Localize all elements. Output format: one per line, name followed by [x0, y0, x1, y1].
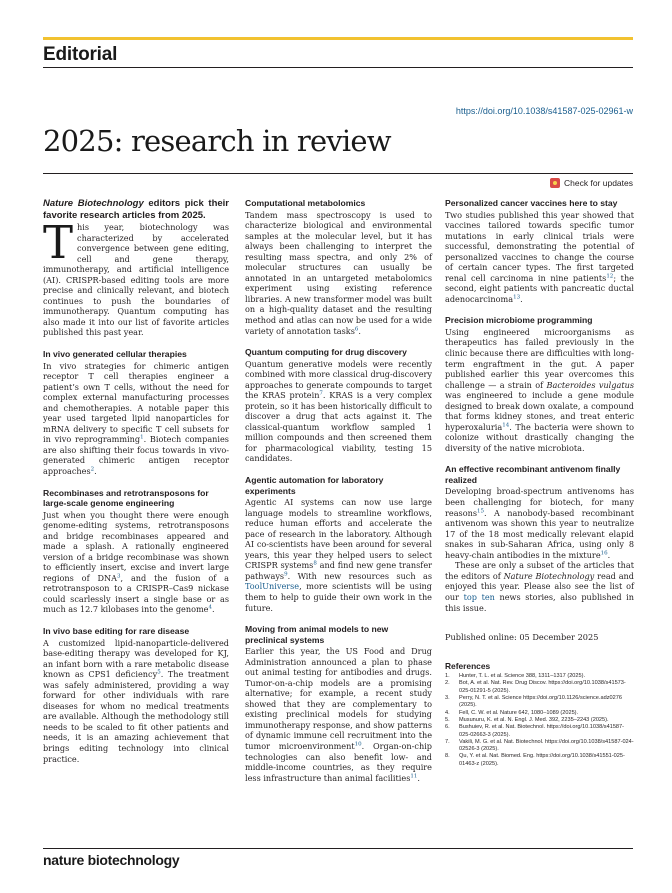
citation[interactable]: 15 [477, 507, 485, 514]
footer-rule [43, 848, 633, 849]
reference-item[interactable] [445, 710, 634, 717]
heading-animal-models: Moving from animal models to new preclinical systems [245, 624, 389, 645]
reference-item[interactable] [445, 739, 634, 754]
closing-journal: Nature Biotechnology [503, 570, 595, 581]
column-1 [43, 198, 229, 764]
heading-agentic-automation: Agentic automation for laboratory experiments [245, 475, 384, 496]
citation[interactable]: 12 [606, 273, 614, 280]
check-updates-label: Check for updates [564, 178, 633, 188]
reference-number: 1. [445, 673, 450, 680]
heading-cancer-vaccines: Personalized cancer vaccines here to stay [445, 198, 618, 208]
heading-microbiome: Precision microbiome programming [445, 315, 593, 326]
top-accent-bar [43, 37, 633, 40]
header-rule [43, 67, 633, 68]
reference-text: Musunuru, K. et al. N. Engl. J. Med. 392, 2235–2243 (2025). [459, 716, 609, 723]
reference-item[interactable] [445, 753, 634, 768]
check-updates-icon [550, 178, 560, 188]
citation[interactable]: 16 [600, 550, 608, 557]
microbiome-paragraph: Using engineered microorganisms as therapeutics has failed previously in the clinic because there are difficulties with long-term engraftment in the gut. A paper published earlier this year overcomes this challenge — a strain of Bacteroides vulgatus was engineered to include a gene module designed to break down oxalate, a compound that forms kidney stones, and treat enteric hyperoxaluria$^{14}$. The bacteria were shown to colonize without drastically changing the diversity of the native microbiota. [445, 326, 634, 453]
heading-antivenom: An effective recombinant antivenom finally realized [445, 464, 621, 485]
citation[interactable]: 8 [313, 560, 317, 567]
section-label: Editorial [43, 44, 118, 65]
standfirst-journal: Nature Biotechnology [43, 198, 144, 209]
closing-paragraph: These are only a subset of the articles that the editors of Nature Biotechnology read and enjoyed this year. Please also see the list of our top ten news stories, also published in this issue. [445, 560, 634, 613]
citation[interactable]: 5 [157, 669, 161, 676]
citation[interactable]: 14 [502, 422, 510, 429]
references-list [445, 673, 634, 768]
heading-invivo-cell-therapies: In vivo generated cellular therapies [43, 349, 187, 360]
intro-text: his year, biotechnology was characterized by accelerated convergence between gene editing, cell and gene therapy, immunotherapy, and artificial intelligence (AI). CRISPR-based editing tools are more precise and clinically relevant, and biotech continues to push the boundaries of immunotherapy. Quantum computing has also made it into our list of favorite articles published this past year. [43, 222, 229, 338]
reference-item[interactable] [445, 673, 634, 680]
drop-cap: T [43, 216, 74, 269]
reference-number: 4. [445, 709, 450, 716]
citation[interactable]: 6 [354, 325, 359, 332]
citation[interactable]: 3 [116, 573, 121, 580]
reference-text: Hunter, T. L. et al. Science 388, 1311–1317 (2025). [459, 673, 586, 680]
antivenom-paragraph: Developing broad-spectrum antivenoms has been challenging for biotech, for many reasons$^{15}$. A nanobody-based recombinant antivenom was shown this year to neutralize 17 of the 18 most medically relevant elapid snakes in sub-Saharan Africa, using only 8 heavy-chain antibodies in the mixture$^{16}$. [445, 486, 634, 560]
heading-computational-metabolomics: Computational metabolomics [245, 198, 366, 208]
base-editing-paragraph: A customized lipid-nanoparticle-delivered base-editing therapy was developed for KJ, an infant born with a rare metabolic disease known as CPS1 deficiency$^5$. The treatment was safely administered, providing a way forward for other individuals with rare diseases for whom no medical treatments are available. Although the methodology still needs to be scaled to fit other patients and needs, it is an amazing achievement that brings editing technology into clinical practice. [43, 637, 229, 764]
references-heading: References [445, 660, 491, 671]
standfirst-text: editors pick their favorite research articles from 2025. [43, 198, 230, 221]
reference-text: Vakili, M. G. et al. Nat. Biotechnol. https://doi.org/10.1038/s41587-024-02526-3 (2025). [459, 738, 634, 753]
journal-logo: nature biotechnology [43, 852, 180, 868]
reference-item[interactable] [445, 695, 634, 710]
citation[interactable]: 9 [284, 571, 288, 578]
top-ten-link[interactable]: top ten [463, 591, 495, 602]
citation[interactable]: 7 [319, 390, 323, 397]
reference-text: Qu, Y. et al. Nat. Biomed. Eng. https://doi.org/10.1038/s41551-025-01463-z (2025). [459, 753, 625, 767]
invivo-paragraph: In vivo strategies for chimeric antigen receptor T cell therapies engineer a patient’s own T cells, without the need for complex external manufacturing processes and chemotherapies. A notable paper this year used targeted lipid nanoparticles for mRNA delivery to specific T cell subsets for in vivo reprogramming$^1$. Biotech companies are also shifting their focus towards in vivo-generated chimeric antigen receptor approaches$^2$. [43, 360, 229, 476]
column-3 [445, 198, 634, 768]
reference-number: 7. [445, 738, 450, 745]
citation[interactable]: 1 [140, 434, 144, 441]
column-2 [245, 198, 432, 783]
reference-text: Fell, C. W. et al. Nature 642, 1080–1089 (2025). [459, 709, 579, 716]
agentic-paragraph: Agentic AI systems can now use large language models to streamline workflows, reduce human efforts and accelerate the pace of research in the laboratory. Although AI co-scientists have been around for several years, this year they helped users to select CRISPR systems$^8$ and find new gene transfer pathways$^9$. With new resources such as ToolUniverse, more scientists will be using them to help to guide their own work in the future. [245, 497, 433, 613]
reference-item[interactable] [445, 680, 634, 695]
reference-text: Perry, N. T. et al. Science https://doi.org/10.1126/science.adz0276 (2025). [459, 695, 622, 709]
heading-recombinases: Recombinases and retrotransposons for large-scale genome engineering [43, 487, 209, 509]
check-for-updates-button[interactable] [550, 178, 633, 188]
species-name: Bacteroides vulgatus [546, 379, 634, 390]
cancer-vaccines-paragraph: Two studies published this year showed that vaccines tailored towards specific tumor mutations in early clinical trials were successful, demonstrating the potential of personalized vaccines to change the course of certain cancer types. The first targeted renal cell carcinoma in nine patients$^{12}$; the second, eight patients with pancreatic ductal adenocarcinoma$^{13}$. [445, 209, 634, 304]
citation[interactable]: 11 [410, 772, 418, 779]
doi-link[interactable]: https://doi.org/10.1038/s41587-025-02961-w [455, 106, 633, 116]
heading-quantum-computing: Quantum computing for drug discovery [245, 347, 407, 358]
citation[interactable]: 4 [208, 604, 212, 611]
reference-number: 5. [445, 716, 450, 723]
title-rule [43, 173, 633, 174]
metabolomics-paragraph: Tandem mass spectroscopy is used to characterize biological and environmental samples at the molecular level, but it has always been challenging to interpret the resulting mass spectra, and only 2% of molecular structures can usually be annotated in an untargeted metabolomics experiment using existing reference libraries. A new transformer model was built on a high-quality dataset and the resulting method and atlas can now be used for a wide variety of annotation tasks$^6$. [245, 209, 432, 336]
tooluniverse-link[interactable]: ToolUniverse [245, 581, 300, 592]
published-date: Published online: 05 December 2025 [445, 632, 599, 643]
reference-item[interactable] [445, 717, 634, 724]
intro-paragraph [43, 216, 229, 338]
citation[interactable]: 2 [90, 466, 95, 473]
reference-item[interactable] [445, 724, 634, 739]
heading-base-editing: In vivo base editing for rare disease [43, 626, 190, 636]
recombinases-paragraph: Just when you thought there were enough genome-editing systems, retrotransposons and bridge recombinases appeared and made a splash. A rationally engineered version of a bridge recombinase was shown to efficiently insert, excise and invert large regions of DNA$^3$, and the fusion of a retrotransposon to a CRISPR–Cas9 nickase could scarlessly insert a single base or as much as 12.7 kilobases into the genome$^4$. [43, 509, 229, 615]
article-title: 2025: research in review [43, 124, 391, 158]
reference-number: 3. [445, 695, 450, 702]
reference-text: Bot, A. et al. Nat. Rev. Drug Discov. https://doi.org/10.1038/s41573-025-01291-5 (2025). [459, 680, 626, 694]
reference-number: 8. [445, 753, 450, 760]
reference-number: 2. [445, 680, 450, 687]
reference-text: Bushuiev, R. et al. Nat. Biotechnol. https://doi.org/10.1038/s41587-025-02663-3 (2025). [459, 724, 625, 738]
quantum-paragraph: Quantum generative models were recently combined with more classical drug-discovery approaches to generate compounds to target the KRAS protein$^7$. KRAS is a very complex protein, so it has been historically difficult to discover a drug that acts against it. The classical-quantum workflow sampled 1 million compounds and then screened them for pharmacological viability, testing 15 candidates. [245, 358, 432, 464]
citation[interactable]: 13 [513, 294, 521, 301]
reference-number: 6. [445, 724, 450, 731]
citation[interactable]: 10 [354, 741, 362, 748]
animal-models-paragraph: Earlier this year, the US Food and Drug Administration announced a plan to phase out animal testing for antibodies and drugs. Tumor-on-a-chip models are a promising alternative; for example, a recent study showed that they are complementary to existing preclinical models for studying immunotherapy response, and show patterns of dynamic immune cell recruitment into the tumor microenvironment$^{10}$. Organ-on-chip technologies can also benefit low- and middle-income countries, as they require less infrastructure than animal facilities$^{11}$. [245, 646, 432, 783]
